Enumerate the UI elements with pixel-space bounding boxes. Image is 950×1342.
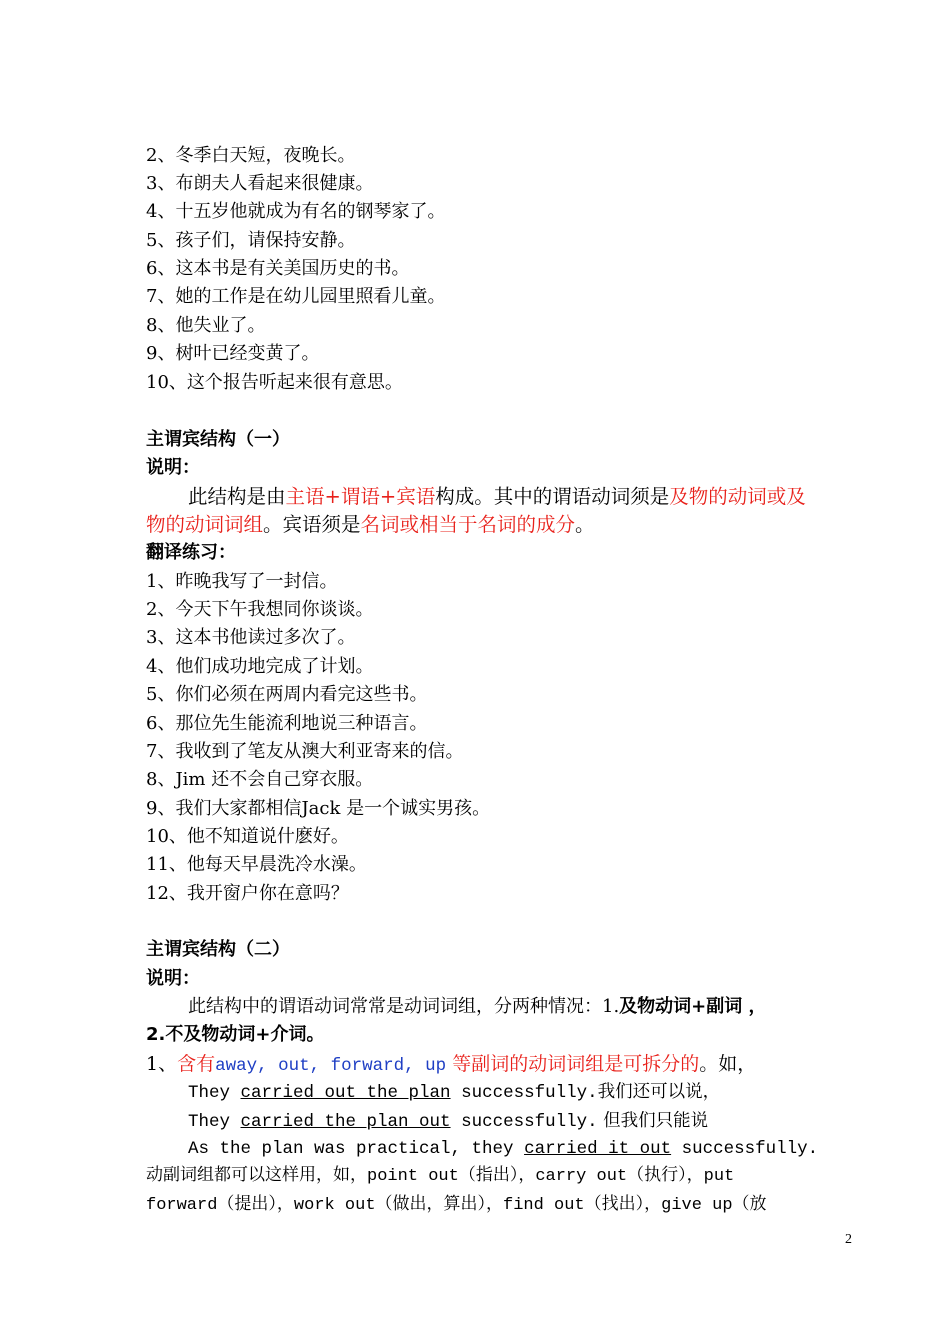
highlight-text: 含有 [177, 1053, 216, 1075]
point-line [146, 1051, 756, 1079]
body-line: forward（提出），work out（做出，算出），find out（找出），give up（放 [146, 1196, 767, 1215]
underlined-text: carried it out [524, 1139, 672, 1159]
list-item: 3、这本书他读过多次了。 [146, 627, 356, 648]
text-run: 此结构中的谓语动词常常是动词词组，分两种情况：1. [188, 996, 620, 1017]
list-item: 8、他失业了。 [146, 315, 266, 336]
list-item: 11、他每天早晨洗冷水澡。 [146, 854, 367, 875]
text-run: successfully. [671, 1139, 819, 1159]
list-item: 6、那位先生能流利地说三种语言。 [146, 713, 428, 734]
text-run: They [188, 1112, 241, 1132]
keyword-text: away, out, forward, up [215, 1056, 447, 1076]
list-item: 1、昨晚我写了一封信。 [146, 571, 338, 592]
list-item: 8、Jim 还不会自己穿衣服。 [146, 769, 374, 790]
highlight-text: 主语+谓语+宾语 [285, 485, 436, 508]
list-item: 5、孩子们，请保持安静。 [146, 230, 356, 251]
list-item: 2、今天下午我想同你谈谈。 [146, 599, 374, 620]
example-line [188, 1079, 720, 1106]
list-item: 9、树叶已经变黄了。 [146, 343, 320, 364]
section-title: 主谓宾结构（二） [146, 939, 290, 960]
list-item: 2、冬季白天短，夜晚长。 [146, 145, 356, 166]
list-item: 9、我们大家都相信Jack 是一个诚实男孩。 [146, 798, 491, 819]
example-line [188, 1136, 818, 1162]
underlined-text: carried out the plan [240, 1083, 451, 1103]
list-item: 10、这个报告听起来很有意思。 [146, 372, 403, 393]
list-item: 7、她的工作是在幼儿园里照看儿童。 [146, 286, 446, 307]
highlight-text: 名词或相当于名词的成分 [360, 513, 576, 536]
text-run: 1、 [146, 1053, 178, 1075]
text-run: They [188, 1083, 241, 1103]
text-run: 我们还可以说， [597, 1082, 721, 1102]
highlight-text: 物的动词词组 [146, 513, 264, 536]
underlined-text: carried the plan out [240, 1112, 451, 1132]
list-item: 4、十五岁他就成为有名的钢琴家了。 [146, 201, 446, 222]
text-run: successfully. [450, 1083, 598, 1103]
highlight-text: 等副词的动词词组是可拆分的 [452, 1053, 700, 1075]
note-label: 说明： [146, 457, 200, 478]
list-item: 5、你们必须在两周内看完这些书。 [146, 684, 428, 705]
text-run: 。宾语须是 [263, 513, 361, 536]
list-item: 7、我收到了笔友从澳大利亚寄来的信。 [146, 741, 464, 762]
text-run: 此结构是由 [188, 485, 286, 508]
list-item: 6、这本书是有关美国历史的书。 [146, 258, 410, 279]
list-item: 12、我开窗户你在意吗？ [146, 883, 349, 904]
list-item: 3、布朗夫人看起来很健康。 [146, 173, 374, 194]
list-item: 4、他们成功地完成了计划。 [146, 656, 374, 677]
explanation-line [188, 994, 767, 1020]
exercise-label: 翻译练习： [146, 542, 236, 563]
text-run: 。如， [699, 1053, 757, 1075]
note-label: 说明： [146, 968, 200, 989]
text-run: 。 [575, 513, 595, 536]
bold-text: 及物动词+副词 ， [619, 996, 767, 1017]
section-title: 主谓宾结构（一） [146, 429, 290, 450]
explanation-line [146, 512, 595, 538]
body-line: 动副词组都可以这样用，如，point out（指出），carry out（执行），put [146, 1167, 735, 1186]
text-run: successfully. [450, 1112, 598, 1132]
text-run: As the plan was practical, they [188, 1139, 525, 1159]
text-run: 构成。其中的谓语动词须是 [435, 485, 670, 508]
explanation-line: 2.不及物动词+介词。 [146, 1024, 325, 1045]
highlight-text: 及物的动词或及 [669, 485, 806, 508]
example-line [188, 1108, 708, 1135]
list-item: 10、他不知道说什麽好。 [146, 826, 349, 847]
text-run: 但我们只能说 [597, 1111, 709, 1131]
page-number: 2 [845, 1232, 852, 1247]
explanation-line [188, 484, 806, 510]
